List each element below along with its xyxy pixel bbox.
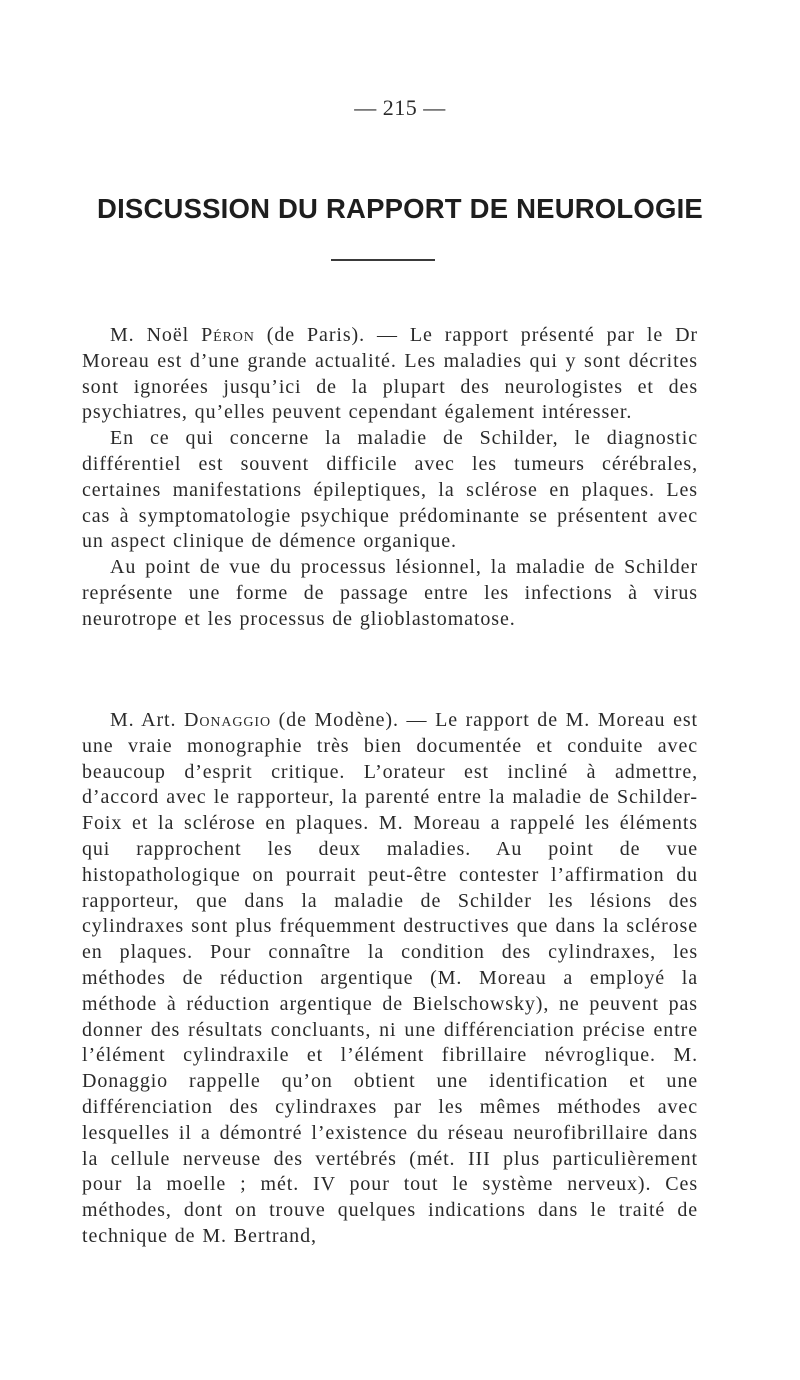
section-title: DISCUSSION DU RAPPORT DE NEUROLOGIE xyxy=(97,193,703,224)
speaker-title: M. Noël xyxy=(110,324,202,346)
speaker-name: Péron xyxy=(201,324,255,346)
paragraph xyxy=(82,323,698,426)
speaker-affiliation: (de Modène). — xyxy=(270,709,436,731)
discussion-peron xyxy=(82,323,698,633)
paragraph: En ce qui concerne la maladie de Schilder, le diagnostic différentiel est souvent difficile avec les tumeurs cérébrales, certaines manifestations épileptiques, la sclérose en plaques. Les cas à symptomatologie psychique prédominante se présentent avec un aspect clinique de démence organique. xyxy=(82,427,698,553)
title-rule xyxy=(331,259,435,261)
paragraph-text: Le rapport de M. Moreau est une vraie monographie très bien documentée et conduite avec beaucoup d’esprit critique. L’orateur est incliné à admettre, d’accord avec le rapporteur, la parenté entre la maladie de Schilder-Foix et la sclérose en plaques. M. Moreau a rappelé les éléments qui rapprochent les deux maladies. Au point de vue histopathologique on pourrait peut-être contester l’affirmation du rapporteur, que dans la maladie de Schilder les lésions des cylindraxes sont plus fréquemment destructives que dans la sclérose en plaques. Pour connaître la condition des cylindraxes, les méthodes de réduction argentique (M. Moreau a employé la méthode à réduction argentique de Bielschowsky), ne peuvent pas donner des résultats concluants, ni une différenciation précise entre l’élément cylindraxile et l’élément fibrillaire névroglique. M. Donaggio rappelle qu’on obtient une identification et une différenciation des cylindraxes par les mêmes méthodes avec lesquelles il a démontré l’existence du réseau neurofibrillaire dans la cellule nerveuse des vertébrés (mét. III plus particulièrement pour la moelle ; mét. IV pour tout le système nerveux). Ces méthodes, dont on trouve quelques indications dans le traité de technique de M. Bertrand, xyxy=(82,709,698,1247)
paragraph: Au point de vue du processus lésionnel, la maladie de Schilder représente une forme de passage entre les infections à virus neurotrope et les processus de glioblastomatose. xyxy=(82,556,698,630)
discussion-donaggio xyxy=(82,708,698,1250)
page-number: — 215 — xyxy=(354,95,446,120)
paragraph-text: Le rapport présenté par le Dr Moreau est d’une grande actualité. Les maladies qui y sont décrites sont ignorées jusqu’ici de la plupart des neurologistes et des psychiatres, qu’elles peuvent cependant également intéresser. xyxy=(82,324,698,424)
paragraph xyxy=(82,708,698,1250)
speaker-name: Donaggio xyxy=(184,709,271,731)
speaker-affiliation: (de Paris). — xyxy=(254,324,410,346)
speaker-title: M. Art. xyxy=(110,709,185,731)
